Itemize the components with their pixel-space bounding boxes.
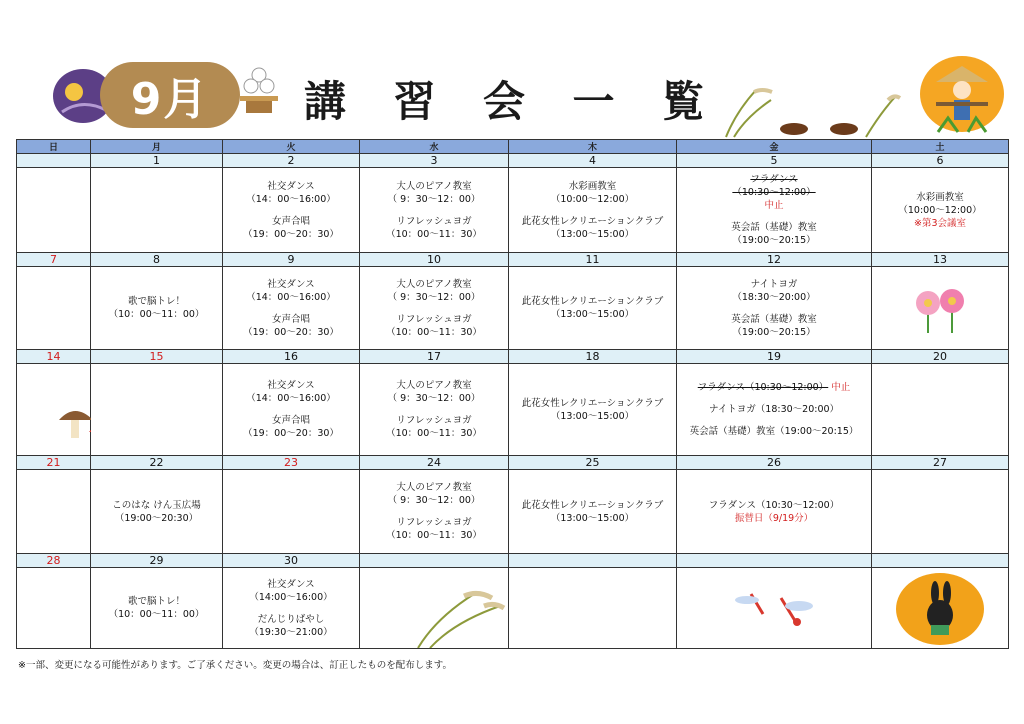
event-line: フラダンス（10:30～12:00） — [708, 499, 840, 511]
day-cell — [223, 364, 360, 456]
date-number: 27 — [872, 456, 1009, 470]
event-title: 此花女性レクリエーションクラブ — [521, 296, 664, 307]
event-title: 社交ダンス — [267, 278, 315, 290]
day-cell — [17, 568, 91, 649]
event-time: （10：00～11：00） — [108, 609, 205, 620]
moon-rabbit-illustration — [895, 571, 985, 645]
date-number: 2 — [223, 154, 360, 168]
event-time: （10：00～11：00） — [108, 309, 205, 320]
date-number: 30 — [223, 554, 360, 568]
event-time: （19:00～20:15） — [732, 235, 816, 246]
event-title: ナイトヨガ — [750, 278, 798, 290]
event-title: 大人のピアノ教室 — [396, 482, 472, 493]
day-cell — [509, 470, 677, 554]
event-title: 水彩画教室 — [568, 180, 617, 192]
day-cell — [91, 470, 223, 554]
event-time: （19:30～21:00） — [249, 626, 333, 638]
event-line-cancelled — [698, 381, 851, 394]
weekday-fri: 金 — [677, 140, 872, 154]
event-line: 英会話（基礎）教室（19:00～20:15） — [689, 426, 859, 437]
day-cell — [872, 568, 1009, 649]
event-time: （10：00～11：30） — [386, 428, 482, 439]
date-number: 1 — [91, 154, 223, 168]
day-cell — [360, 470, 509, 554]
event-time: （19:00～20:30） — [114, 512, 199, 524]
day-cell — [17, 267, 91, 350]
date-number: 24 — [360, 456, 509, 470]
event-title: 英会話（基礎）教室 — [731, 313, 817, 325]
event-title: リフレッシュヨガ — [396, 215, 472, 227]
date-number — [17, 154, 91, 168]
day-cell — [360, 364, 509, 456]
event-time: （19：00～20：30） — [243, 326, 339, 338]
day-cell — [17, 168, 91, 253]
date-number: 20 — [872, 350, 1009, 364]
event-time: （13:00～15:00） — [550, 309, 635, 320]
date-number: 11 — [509, 253, 677, 267]
month-label: 9月 — [130, 74, 210, 125]
weekday-tue: 火 — [223, 140, 360, 154]
day-cell — [91, 568, 223, 649]
date-number: 28 — [17, 554, 91, 568]
day-cell — [17, 364, 91, 456]
day-cell — [91, 267, 223, 350]
day-cell — [677, 568, 872, 649]
pampas-grass-illustration — [414, 588, 510, 648]
date-number: 17 — [360, 350, 509, 364]
event-title: 水彩画教室 — [916, 191, 964, 203]
day-cell — [360, 267, 509, 350]
event-title: 此花女性レクリエーションクラブ — [521, 397, 664, 409]
event-title: だんじりばやし — [257, 613, 325, 625]
event-title: 社交ダンス — [267, 380, 315, 391]
event-time: （10：00～11：30） — [386, 326, 482, 338]
event-title: 英会話（基礎）教室 — [731, 222, 817, 233]
event-title: このはな けん玉広場 — [112, 499, 201, 511]
date-number: 15 — [91, 350, 223, 364]
event-title-cancelled: フラダンス（10:30～12:00） — [697, 382, 829, 393]
title-char: 講 — [304, 77, 347, 126]
day-cell — [872, 470, 1009, 554]
weekday-mon: 月 — [91, 140, 223, 154]
event-room-note: ※第3会議室 — [913, 217, 966, 229]
event-time: （19：00～20：30） — [243, 428, 339, 439]
date-number: 14 — [17, 350, 91, 364]
weekday-sun: 日 — [17, 140, 91, 154]
event-time: （10：00～11：30） — [386, 530, 482, 541]
event-time: （10:00～12:00） — [550, 193, 635, 205]
event-time: （13:00～15:00） — [550, 512, 635, 524]
day-cell — [872, 364, 1009, 456]
page-header — [0, 0, 1024, 140]
tsukimi-dango-icon — [234, 66, 284, 118]
page-title — [304, 70, 704, 128]
event-time: （13:00～15:00） — [550, 410, 635, 422]
day-cell — [360, 568, 509, 649]
event-title: 大人のピアノ教室 — [396, 278, 472, 290]
date-number: 29 — [91, 554, 223, 568]
event-time: （10:00～12:00） — [898, 204, 982, 216]
day-cell — [872, 168, 1009, 253]
pampas-crickets-illustration — [716, 82, 902, 138]
date-number: 5 — [677, 154, 872, 168]
date-number — [360, 554, 509, 568]
event-time: （18:30～20:00） — [732, 291, 816, 303]
date-number: 22 — [91, 456, 223, 470]
date-number: 9 — [223, 253, 360, 267]
day-cell — [677, 267, 872, 350]
calendar-grid — [16, 139, 1009, 649]
day-cell — [509, 364, 677, 456]
event-title: 女声合唱 — [271, 313, 310, 325]
title-char: 覧 — [661, 77, 704, 126]
event-time: （ 9：30～12：00） — [387, 393, 481, 404]
date-number: 21 — [17, 456, 91, 470]
date-number: 25 — [509, 456, 677, 470]
cancel-notice: 中止 — [831, 382, 851, 393]
scarecrow-illustration — [918, 52, 1006, 136]
event-title: 女声合唱 — [271, 215, 310, 227]
event-title: リフレッシュヨガ — [396, 313, 472, 325]
event-title: 此花女性レクリエーションクラブ — [521, 499, 664, 511]
substitute-day-note: 振替日（9/19分） — [734, 512, 814, 524]
date-number: 4 — [509, 154, 677, 168]
date-number: 23 — [223, 456, 360, 470]
event-title: 社交ダンス — [267, 578, 315, 590]
event-time: （ 9：30～12：00） — [387, 291, 481, 303]
event-time: （ 9：30～12：00） — [387, 495, 481, 506]
day-cell — [509, 168, 677, 253]
cosmos-flower-illustration — [910, 283, 970, 333]
day-cell — [509, 568, 677, 649]
date-number: 3 — [360, 154, 509, 168]
event-title-cancelled: フラダンス — [750, 174, 798, 185]
event-time: （14:00～16:00） — [249, 591, 333, 603]
footer-note: ※一部、変更になる可能性があります。ご了承ください。変更の場合は、訂正したものを配布します。 — [18, 660, 452, 671]
date-number: 12 — [677, 253, 872, 267]
date-number — [872, 554, 1009, 568]
event-time: （19:00～20:15） — [732, 326, 816, 338]
cancel-notice: 中止 — [764, 200, 784, 211]
day-cell — [223, 267, 360, 350]
event-title: 歌で脳トレ！ — [127, 296, 185, 307]
date-number: 8 — [91, 253, 223, 267]
day-cell — [17, 470, 91, 554]
day-cell — [223, 168, 360, 253]
event-time: （10：00～11：30） — [386, 228, 482, 240]
date-number: 16 — [223, 350, 360, 364]
event-time: （14：00～16:00） — [246, 193, 336, 205]
day-cell — [223, 568, 360, 649]
event-time: （19：00～20：30） — [243, 228, 339, 240]
event-time: （ 9：30～12：00） — [387, 193, 481, 205]
date-number: 13 — [872, 253, 1009, 267]
date-number: 10 — [360, 253, 509, 267]
date-number: 19 — [677, 350, 872, 364]
day-cell — [677, 168, 872, 253]
date-number: 6 — [872, 154, 1009, 168]
event-line: ナイトヨガ（18:30～20:00） — [708, 404, 840, 415]
weekday-wed: 水 — [360, 140, 509, 154]
day-cell — [872, 267, 1009, 350]
day-cell — [677, 364, 872, 456]
title-char: 一 — [572, 77, 615, 126]
event-title: 此花女性レクリエーションクラブ — [521, 215, 664, 227]
date-number: 18 — [509, 350, 677, 364]
date-number: 26 — [677, 456, 872, 470]
weekday-sat: 土 — [872, 140, 1009, 154]
day-cell — [360, 168, 509, 253]
title-char: 習 — [393, 77, 436, 126]
event-time: （14：00～16:00） — [246, 393, 336, 404]
event-title: 女声合唱 — [271, 415, 310, 426]
date-number: 7 — [17, 253, 91, 267]
event-time: （13:00～15:00） — [550, 228, 635, 240]
day-cell — [223, 470, 360, 554]
day-cell — [91, 364, 223, 456]
title-char: 会 — [482, 77, 525, 126]
event-title: リフレッシュヨガ — [396, 517, 472, 528]
day-cell — [509, 267, 677, 350]
weekday-thu: 木 — [509, 140, 677, 154]
event-title: リフレッシュヨガ — [396, 415, 472, 426]
event-title: 歌で脳トレ！ — [127, 596, 185, 607]
event-title: 大人のピアノ教室 — [396, 380, 472, 391]
event-time-cancelled: （10:30～12:00） — [732, 187, 816, 198]
date-number — [509, 554, 677, 568]
event-time: （14：00～16:00） — [246, 291, 336, 303]
day-cell — [91, 168, 223, 253]
event-title: 社交ダンス — [267, 180, 315, 192]
day-cell — [677, 470, 872, 554]
month-badge — [100, 62, 240, 128]
dragonfly-illustration — [729, 586, 819, 630]
event-title: 大人のピアノ教室 — [396, 180, 472, 192]
date-number — [677, 554, 872, 568]
